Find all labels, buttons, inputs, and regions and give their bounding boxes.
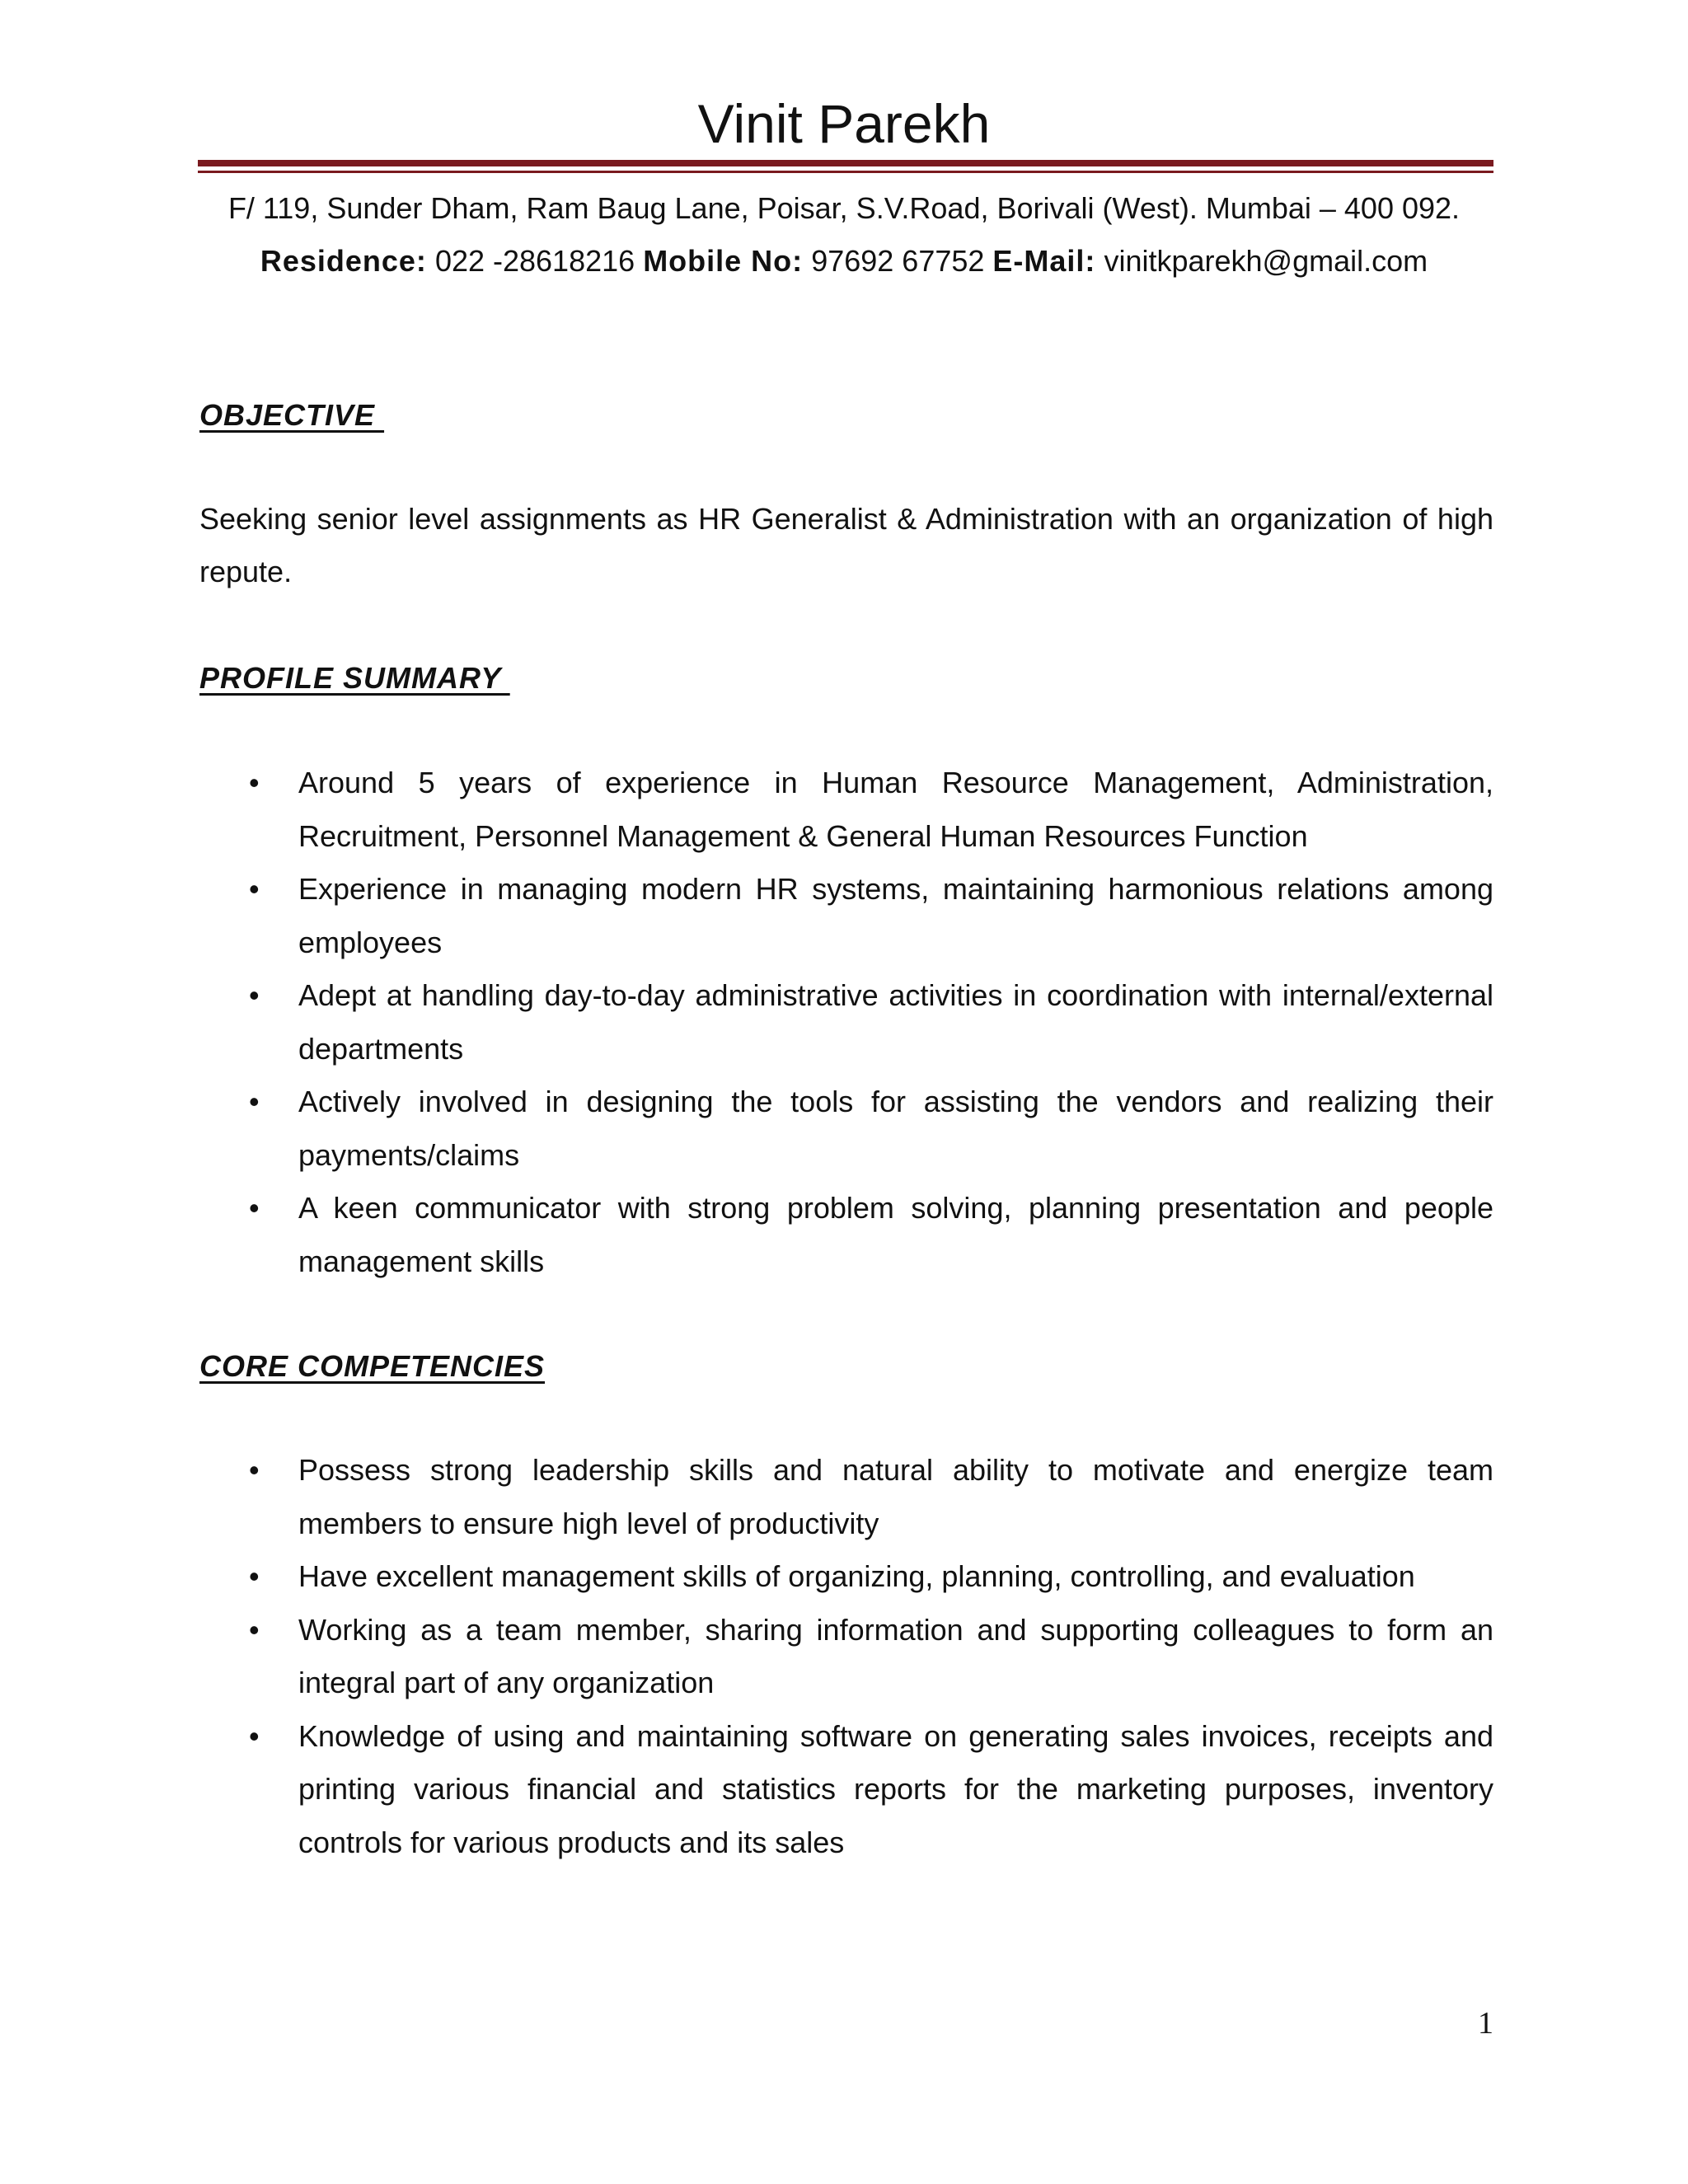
list-item: • Working as a team member, sharing information and supporting colleagues to form an integral part of any organization [199,1604,1493,1710]
page-number: 1 [1478,2006,1493,2041]
core-competencies-list [199,1444,1493,1869]
bullet-icon: • [249,1718,260,1753]
bullet-icon: • [249,1191,260,1225]
bullet-icon: • [249,1559,260,1593]
residence-label: Residence: [260,244,427,278]
core-competencies-heading: CORE COMPETENCIES [199,1349,546,1383]
header-rule-thin [198,171,1493,173]
email-label: E-Mail: [992,244,1096,278]
email-address: vinitkparekh@gmail.com [1104,244,1428,278]
contact-line [0,241,1688,282]
profile-summary-heading: PROFILE SUMMARY [199,661,510,695]
mobile-label: Mobile No: [643,244,804,278]
list-item: • Around 5 years of experience in Human Resource Management, Administration, Recruitment, Personnel Management & General Human Resources Function [199,757,1493,863]
address-line: F/ 119, Sunder Dham, Ram Baug Lane, Poisar, S.V.Road, Borivali (West). Mumbai – 400 092. [227,191,1461,225]
list-item: • Have excellent management skills of organizing, planning, controlling, and evaluation [199,1550,1493,1604]
bullet-icon: • [249,1085,260,1118]
list-item: • Adept at handling day-to-day administrative activities in coordination with internal/external departments [199,969,1493,1076]
bullet-icon: • [249,872,260,906]
residence-phone: 022 -28618216 [434,244,635,278]
profile-summary-list [199,757,1493,1288]
header-rule-thick [198,160,1493,166]
objective-heading: OBJECTIVE [199,398,385,432]
bullet-icon: • [249,1612,260,1647]
list-item: • Experience in managing modern HR systems, maintaining harmonious relations among employees [199,863,1493,969]
objective-text: Seeking senior level assignments as HR Generalist & Administration with an organization of high repute. [199,502,1493,588]
list-item: • Possess strong leadership skills and natural ability to motivate and energize team members to ensure high level of productivity [199,1444,1493,1550]
candidate-name: Vinit Parekh [697,93,991,154]
mobile-phone: 97692 67752 [811,244,985,278]
list-item: • Knowledge of using and maintaining software on generating sales invoices, receipts and printing various financial and statistics reports for the marketing purposes, inventory controls for various products and its sales [199,1710,1493,1870]
list-item: • A keen communicator with strong problem solving, planning presentation and people management skills [199,1182,1493,1288]
bullet-icon: • [249,766,260,799]
list-item: • Actively involved in designing the tools for assisting the vendors and realizing their payments/claims [199,1076,1493,1182]
bullet-icon: • [249,1453,260,1487]
bullet-icon: • [249,978,260,1012]
